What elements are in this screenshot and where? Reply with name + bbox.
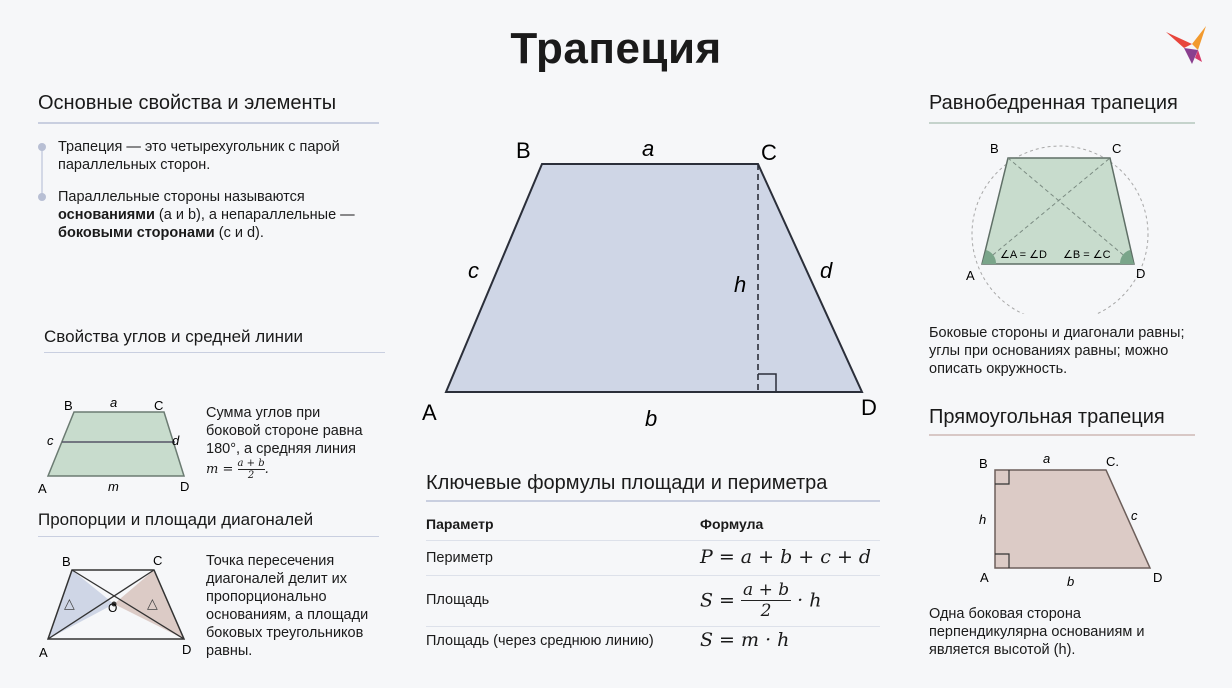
label-O: O <box>108 601 118 615</box>
label-D: D <box>1153 570 1163 585</box>
bullet-text: Трапеция — это четырехугольник с парой параллельных сторон. <box>58 139 340 173</box>
formula-perimeter: P = a + b + c + d <box>700 546 872 568</box>
divider <box>929 122 1195 124</box>
formulas-heading: Ключевые формулы площади и периметра <box>426 472 828 494</box>
formula-fraction <box>238 458 265 481</box>
label-c: c <box>1131 508 1138 523</box>
label-C: C <box>154 398 164 413</box>
triangle-marker-right: △ <box>147 595 158 611</box>
isosceles-trapezoid-figure <box>962 136 1162 314</box>
label-D: D <box>180 479 190 494</box>
param-area: Площадь <box>426 592 490 608</box>
divider <box>44 352 385 353</box>
bird-logo-icon <box>1162 22 1208 68</box>
label-h: h <box>979 512 987 527</box>
param-perimeter: Периметр <box>426 550 493 566</box>
angles-description: Сумма углов при боковой стороне равна 180°, а средняя линия <box>206 405 363 457</box>
formula-rhs: · h <box>797 589 822 612</box>
bullet-dot <box>38 193 46 201</box>
label-m: m <box>108 479 119 494</box>
divider <box>38 122 379 124</box>
midline-trapezoid-figure <box>34 392 204 496</box>
main-props-list <box>38 138 378 256</box>
label-B: B <box>62 554 71 569</box>
param-area-midline: Площадь (через среднюю линию) <box>426 633 654 649</box>
isosceles-heading: Равнобедренная трапеция <box>929 92 1178 114</box>
table-header-row <box>426 506 880 541</box>
label-A: A <box>966 268 975 283</box>
label-C: C <box>153 553 163 568</box>
formula-area <box>700 580 821 621</box>
midline-formula: m = $\frac{a + b}{2}$ . <box>206 458 269 481</box>
label-C: C <box>1112 141 1122 156</box>
right-trapezoid-heading: Прямоугольная трапеция <box>929 406 1165 428</box>
formula-denominator: 2 <box>247 470 255 481</box>
diagonals-heading: Пропорции и площади диагоналей <box>38 510 314 529</box>
bullet-text-post: (c и d). <box>214 225 264 241</box>
col-header-param: Параметр <box>426 516 494 532</box>
label-d: d <box>820 258 833 283</box>
right-trapezoid-text: Одна боковая сторона перпендикулярна основаниям и является высотой (h). <box>929 606 1145 658</box>
label-B: B <box>990 141 999 156</box>
table-row <box>426 576 880 627</box>
main-props-heading: Основные свойства и элементы <box>38 92 337 114</box>
formula-lhs: m = <box>206 462 234 477</box>
formula-numerator: a + b <box>743 580 790 600</box>
formula-lhs: S = <box>700 589 735 612</box>
label-C: C. <box>1106 454 1119 469</box>
angle-label-AD: ∠A = ∠D <box>1000 249 1047 261</box>
bullet-bold-bases: основаниями <box>58 207 155 223</box>
bullet-bold-sides: боковыми сторонами <box>58 225 215 241</box>
label-D: D <box>1136 266 1146 281</box>
list-item <box>38 138 378 174</box>
divider <box>426 500 880 502</box>
formula-area-midline: S = m · h <box>700 629 790 651</box>
main-trapezoid-figure <box>418 130 888 430</box>
label-h: h <box>734 272 747 297</box>
label-A: A <box>38 481 47 496</box>
angles-heading: Свойства углов и средней линии <box>44 327 304 346</box>
label-D: D <box>182 642 192 657</box>
diagonals-trapezoid-figure <box>34 550 204 662</box>
table-row <box>426 541 880 576</box>
label-A: A <box>39 645 48 660</box>
label-C: C <box>761 140 777 165</box>
formula-numerator: a + b <box>237 458 265 469</box>
bullet-dot <box>38 143 46 151</box>
formula-denominator: 2 <box>760 601 772 621</box>
divider <box>929 434 1195 436</box>
diagonals-text: Точка пересечения диагоналей делит их пропорционально основаниям, а площади боковых треугольников равны. <box>206 553 369 659</box>
label-A: A <box>980 570 989 585</box>
label-d: d <box>172 433 180 448</box>
table-row <box>426 627 880 659</box>
page-title: Трапеция <box>510 24 722 73</box>
label-B: B <box>979 456 988 471</box>
label-b: b <box>645 406 658 430</box>
angle-label-BC: ∠B = ∠C <box>1063 249 1111 261</box>
angles-text <box>206 404 376 481</box>
triangle-marker-left: △ <box>64 595 75 611</box>
divider <box>38 536 379 537</box>
label-a: a <box>110 395 118 410</box>
label-a: a <box>1043 451 1051 466</box>
bullet-text-pre: Параллельные стороны называются <box>58 189 305 205</box>
label-c: c <box>468 258 479 283</box>
label-a: a <box>642 136 655 161</box>
list-item <box>38 188 378 242</box>
right-trapezoid-figure <box>974 446 1174 590</box>
label-A: A <box>422 400 437 425</box>
col-header-formula: Формула <box>700 516 764 532</box>
label-B: B <box>516 138 531 163</box>
label-b: b <box>1067 574 1075 589</box>
isosceles-text: Боковые стороны и диагонали равны; углы при основаниях равны; можно описать окружность. <box>929 325 1185 377</box>
bullet-text-mid: (a и b), а непараллельные — <box>154 207 355 223</box>
label-D: D <box>861 395 877 420</box>
formula-fraction <box>741 580 791 621</box>
label-c: c <box>47 433 54 448</box>
label-B: B <box>64 398 73 413</box>
